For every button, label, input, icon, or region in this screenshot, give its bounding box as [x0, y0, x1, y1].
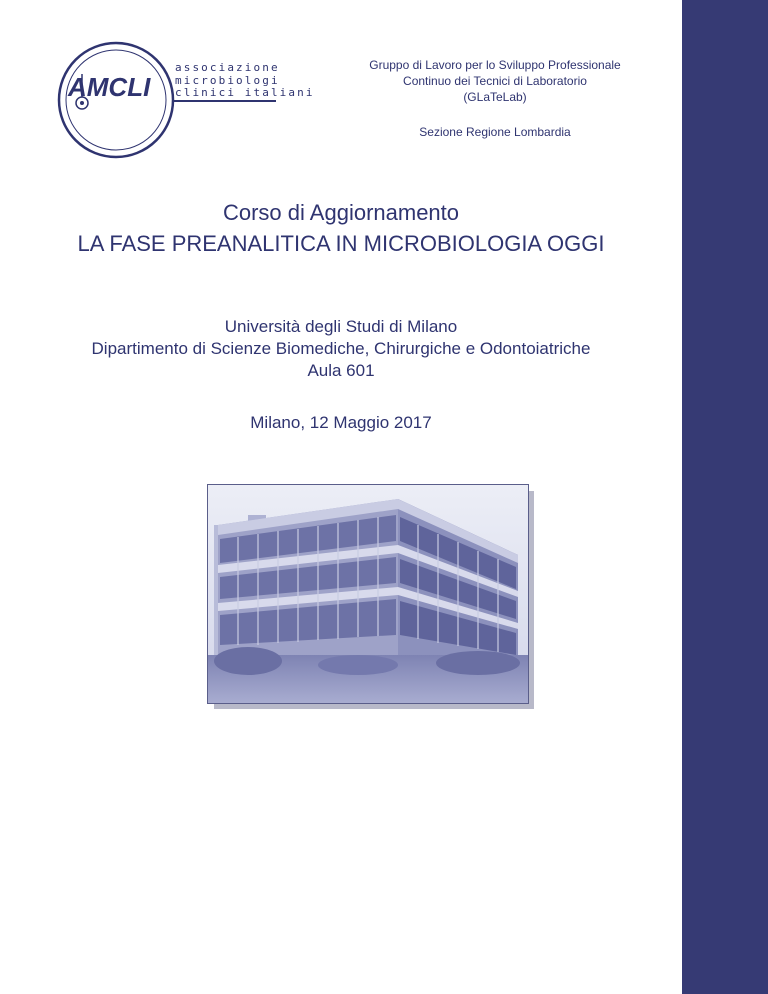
- logo-line-associazione: associazione: [175, 61, 280, 74]
- logo-acronym: AMCLI: [68, 72, 151, 102]
- org-line-3: (GLaTeLab): [463, 90, 527, 104]
- right-color-band: [682, 0, 768, 994]
- course-subtitle: LA FASE PREANALITICA IN MICROBIOLOGIA OGGI: [77, 231, 605, 256]
- amcli-logo: [56, 40, 296, 165]
- org-section: Sezione Regione Lombardia: [419, 125, 571, 139]
- logo-line-microbiologi: microbiologi: [175, 73, 280, 87]
- event-date: Milano, 12 Maggio 2017: [250, 413, 432, 432]
- logo-underline: [172, 100, 276, 102]
- logo-line-clinici: clinici italiani: [175, 86, 315, 99]
- org-line-1: Gruppo di Lavoro per lo Sviluppo Professionale: [369, 58, 621, 72]
- venue-department: Dipartimento di Scienze Biomediche, Chirurgiche e Odontoiatriche: [91, 339, 591, 358]
- building-photo: [207, 484, 529, 704]
- venue-university: Università degli Studi di Milano: [224, 317, 458, 336]
- organization-block: [330, 57, 660, 105]
- building-illustration: [208, 485, 528, 703]
- org-line-2: Continuo dei Tecnici di Laboratorio: [403, 74, 587, 88]
- venue-room: Aula 601: [307, 361, 375, 380]
- course-title: Corso di Aggiornamento: [222, 200, 460, 225]
- logo-wordmark: [175, 62, 315, 100]
